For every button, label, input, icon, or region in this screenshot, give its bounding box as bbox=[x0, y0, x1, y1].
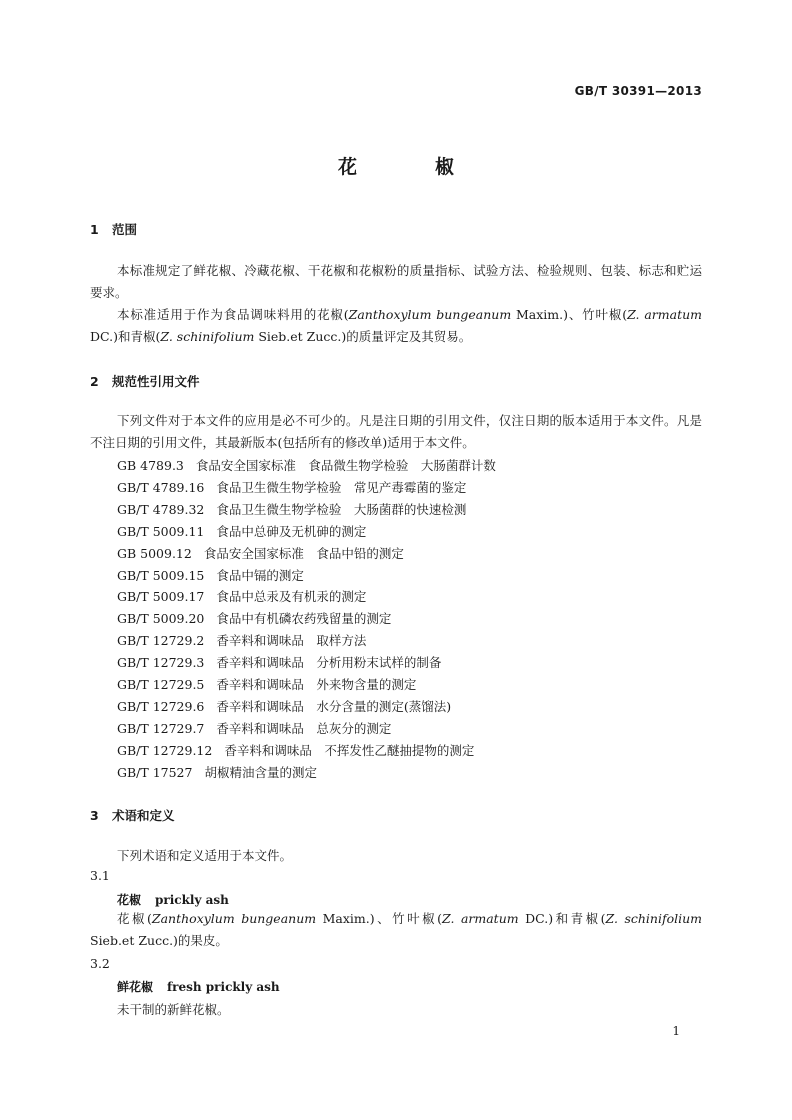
scientific-name: Zanthoxylum bungeanum bbox=[151, 911, 317, 926]
reference-code: GB/T 4789.32 bbox=[117, 501, 205, 517]
reference-code: GB/T 12729.12 bbox=[117, 742, 213, 758]
term-zh: 鲜花椒 bbox=[117, 980, 154, 994]
text: DC.)和青椒( bbox=[90, 329, 161, 344]
reference-title: 香辛料和调味品 外来物含量的测定 bbox=[216, 677, 417, 692]
section-3-heading bbox=[90, 806, 175, 824]
section-number: 1 bbox=[90, 222, 99, 237]
reference-item bbox=[117, 631, 366, 649]
reference-item bbox=[117, 763, 317, 781]
reference-item bbox=[117, 566, 304, 584]
term-definition bbox=[90, 908, 702, 952]
term-en: fresh prickly ash bbox=[167, 980, 280, 994]
reference-code: GB/T 12729.6 bbox=[117, 698, 205, 714]
reference-code: GB/T 17527 bbox=[117, 764, 193, 780]
reference-item bbox=[117, 544, 404, 562]
reference-code: GB/T 4789.16 bbox=[117, 479, 205, 495]
terms-intro: 下列术语和定义适用于本文件。 bbox=[117, 848, 293, 863]
term-en: prickly ash bbox=[155, 893, 229, 907]
reference-code: GB 4789.3 bbox=[117, 458, 184, 473]
term-zh: 花椒 bbox=[117, 893, 142, 907]
scope-paragraph-2 bbox=[90, 304, 702, 348]
section-1-heading bbox=[90, 220, 137, 238]
reference-title: 食品中总汞及有机汞的测定 bbox=[216, 589, 367, 605]
reference-title: 食品卫生微生物学检验 大肠菌群的快速检测 bbox=[216, 501, 467, 517]
reference-title: 香辛料和调味品 取样方法 bbox=[216, 633, 367, 649]
reference-item bbox=[117, 675, 416, 693]
reference-item bbox=[117, 522, 366, 540]
reference-title: 食品安全国家标准 食品中铅的测定 bbox=[203, 545, 404, 561]
scope-paragraph-1: 本标准规定了鲜花椒、冷藏花椒、干花椒和花椒粉的质量指标、试验方法、检验规则、包装、标志和贮运要求。 bbox=[90, 263, 702, 300]
normative-references-intro: 下列文件对于本文件的应用是必不可少的。凡是注日期的引用文件，仅注日期的版本适用于本文件。凡是不注日期的引用文件，其最新版本(包括所有的修改单)适用于本文件。 bbox=[90, 413, 702, 450]
reference-title: 香辛料和调味品 水分含量的测定(蒸馏法) bbox=[216, 698, 452, 714]
title-char-1: 花 bbox=[337, 156, 357, 178]
term-definition: 未干制的新鲜花椒。 bbox=[117, 1002, 230, 1017]
reference-code: GB/T 5009.17 bbox=[117, 589, 205, 605]
reference-item bbox=[117, 587, 366, 605]
reference-title: 食品中镉的测定 bbox=[216, 567, 304, 583]
reference-item bbox=[117, 697, 451, 715]
scientific-name: Z. armatum bbox=[627, 307, 702, 322]
term-heading bbox=[117, 978, 280, 995]
text: Maxim.)、竹叶椒( bbox=[316, 911, 443, 926]
scientific-name: Z. schinifolium bbox=[160, 329, 255, 344]
section-2-heading bbox=[90, 372, 200, 390]
reference-title: 食品卫生微生物学检验 常见产毒霉菌的鉴定 bbox=[216, 479, 467, 495]
reference-title: 食品安全国家标准 食品微生物学检验 大肠菌群计数 bbox=[195, 458, 496, 473]
reference-code: GB/T 12729.5 bbox=[117, 677, 205, 692]
reference-item bbox=[117, 741, 474, 759]
reference-title: 香辛料和调味品 不挥发性乙醚抽提物的测定 bbox=[224, 742, 475, 758]
reference-title: 食品中总砷及无机砷的测定 bbox=[216, 523, 367, 539]
clause-number: 3.2 bbox=[90, 956, 110, 971]
reference-item bbox=[117, 500, 466, 518]
section-number: 2 bbox=[90, 374, 99, 389]
section-title: 术语和定义 bbox=[112, 808, 175, 823]
reference-title: 香辛料和调味品 总灰分的测定 bbox=[216, 720, 392, 736]
reference-code: GB/T 12729.2 bbox=[117, 633, 205, 649]
reference-item bbox=[117, 456, 496, 474]
text: Sieb.et Zucc.)的质量评定及其贸易。 bbox=[254, 329, 472, 344]
reference-item bbox=[117, 653, 441, 671]
text: DC.)和青椒( bbox=[518, 911, 606, 926]
scientific-name: Z. schinifolium bbox=[605, 911, 703, 926]
text: 花椒( bbox=[117, 911, 152, 926]
scientific-name: Zanthoxylum bungeanum bbox=[348, 307, 512, 322]
reference-title: 香辛料和调味品 分析用粉末试样的制备 bbox=[216, 655, 442, 671]
text: Maxim.)、竹叶椒( bbox=[511, 307, 628, 322]
reference-code: GB/T 12729.7 bbox=[117, 720, 205, 736]
standard-number: GB/T 30391—2013 bbox=[574, 84, 702, 98]
scientific-name: Z. armatum bbox=[442, 911, 519, 926]
clause-number: 3.1 bbox=[90, 868, 110, 883]
reference-code: GB/T 5009.11 bbox=[117, 523, 205, 539]
section-title: 范围 bbox=[112, 222, 138, 237]
reference-item bbox=[117, 609, 391, 627]
reference-code: GB 5009.12 bbox=[117, 545, 192, 561]
reference-code: GB/T 5009.15 bbox=[117, 567, 205, 583]
text: 本标准适用于作为食品调味料用的花椒( bbox=[117, 307, 349, 322]
reference-code: GB/T 12729.3 bbox=[117, 655, 205, 671]
reference-title: 胡椒精油含量的测定 bbox=[204, 764, 317, 780]
section-number: 3 bbox=[90, 808, 99, 823]
text: Sieb.et Zucc.)的果皮。 bbox=[90, 933, 228, 948]
page-number: 1 bbox=[672, 1024, 680, 1038]
reference-item bbox=[117, 478, 466, 496]
section-title: 规范性引用文件 bbox=[112, 374, 200, 389]
reference-code: GB/T 5009.20 bbox=[117, 611, 205, 627]
reference-item bbox=[117, 719, 391, 737]
term-heading bbox=[117, 891, 229, 908]
reference-title: 食品中有机磷农药残留量的测定 bbox=[216, 611, 392, 627]
title-char-2: 椒 bbox=[435, 156, 455, 178]
document-title bbox=[0, 152, 792, 179]
